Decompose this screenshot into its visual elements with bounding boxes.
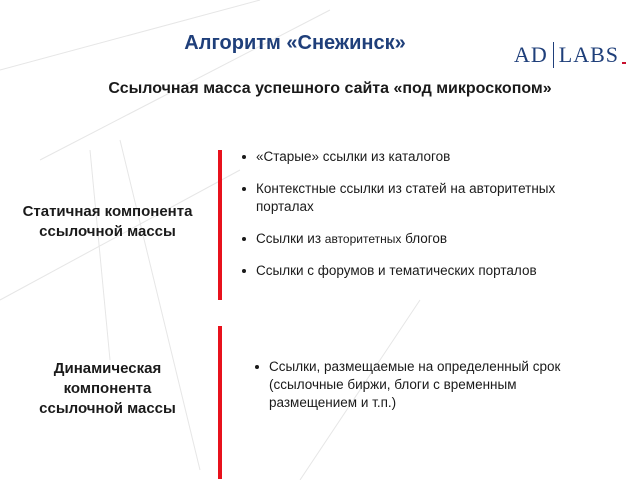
slide-title: Алгоритм «Снежинск» [184, 32, 406, 54]
static-component-label [0, 202, 215, 242]
list-item: «Старые» ссылки из каталогов [241, 148, 621, 166]
dynamic-component-label [0, 359, 215, 419]
dynamic-label-line3: ссылочной массы [39, 400, 176, 417]
static-label-line2: ссылочной массы [39, 223, 176, 240]
list-item: Ссылки, размещаемые на определенный срок (ссылочные биржи, блоги с временным размещением и т.п.) [254, 358, 624, 412]
dynamic-label-line2: компонента [63, 380, 152, 397]
list-item: Ссылки с форумов и тематических порталов [241, 262, 621, 280]
dynamic-label-line1: Динамическая [53, 360, 162, 377]
list-item: Ссылки из авторитетных блогов [241, 230, 621, 248]
adlabs-logo [514, 40, 626, 70]
list-item: Контекстные ссылки из статей на авторитетных порталах [241, 180, 621, 216]
static-label-line1: Статичная компонента [22, 203, 193, 220]
logo-text-right: LABS [558, 42, 620, 67]
static-divider-bar [218, 150, 222, 300]
logo-separator [553, 42, 554, 68]
logo-dot [622, 62, 626, 64]
dynamic-bullet-list [254, 358, 624, 412]
slide-subtitle: Ссылочная масса успешного сайта «под микроскопом» [108, 80, 552, 97]
dynamic-divider-bar [218, 326, 222, 479]
static-bullet-list [241, 148, 621, 294]
logo-text-left: AD [514, 42, 548, 67]
